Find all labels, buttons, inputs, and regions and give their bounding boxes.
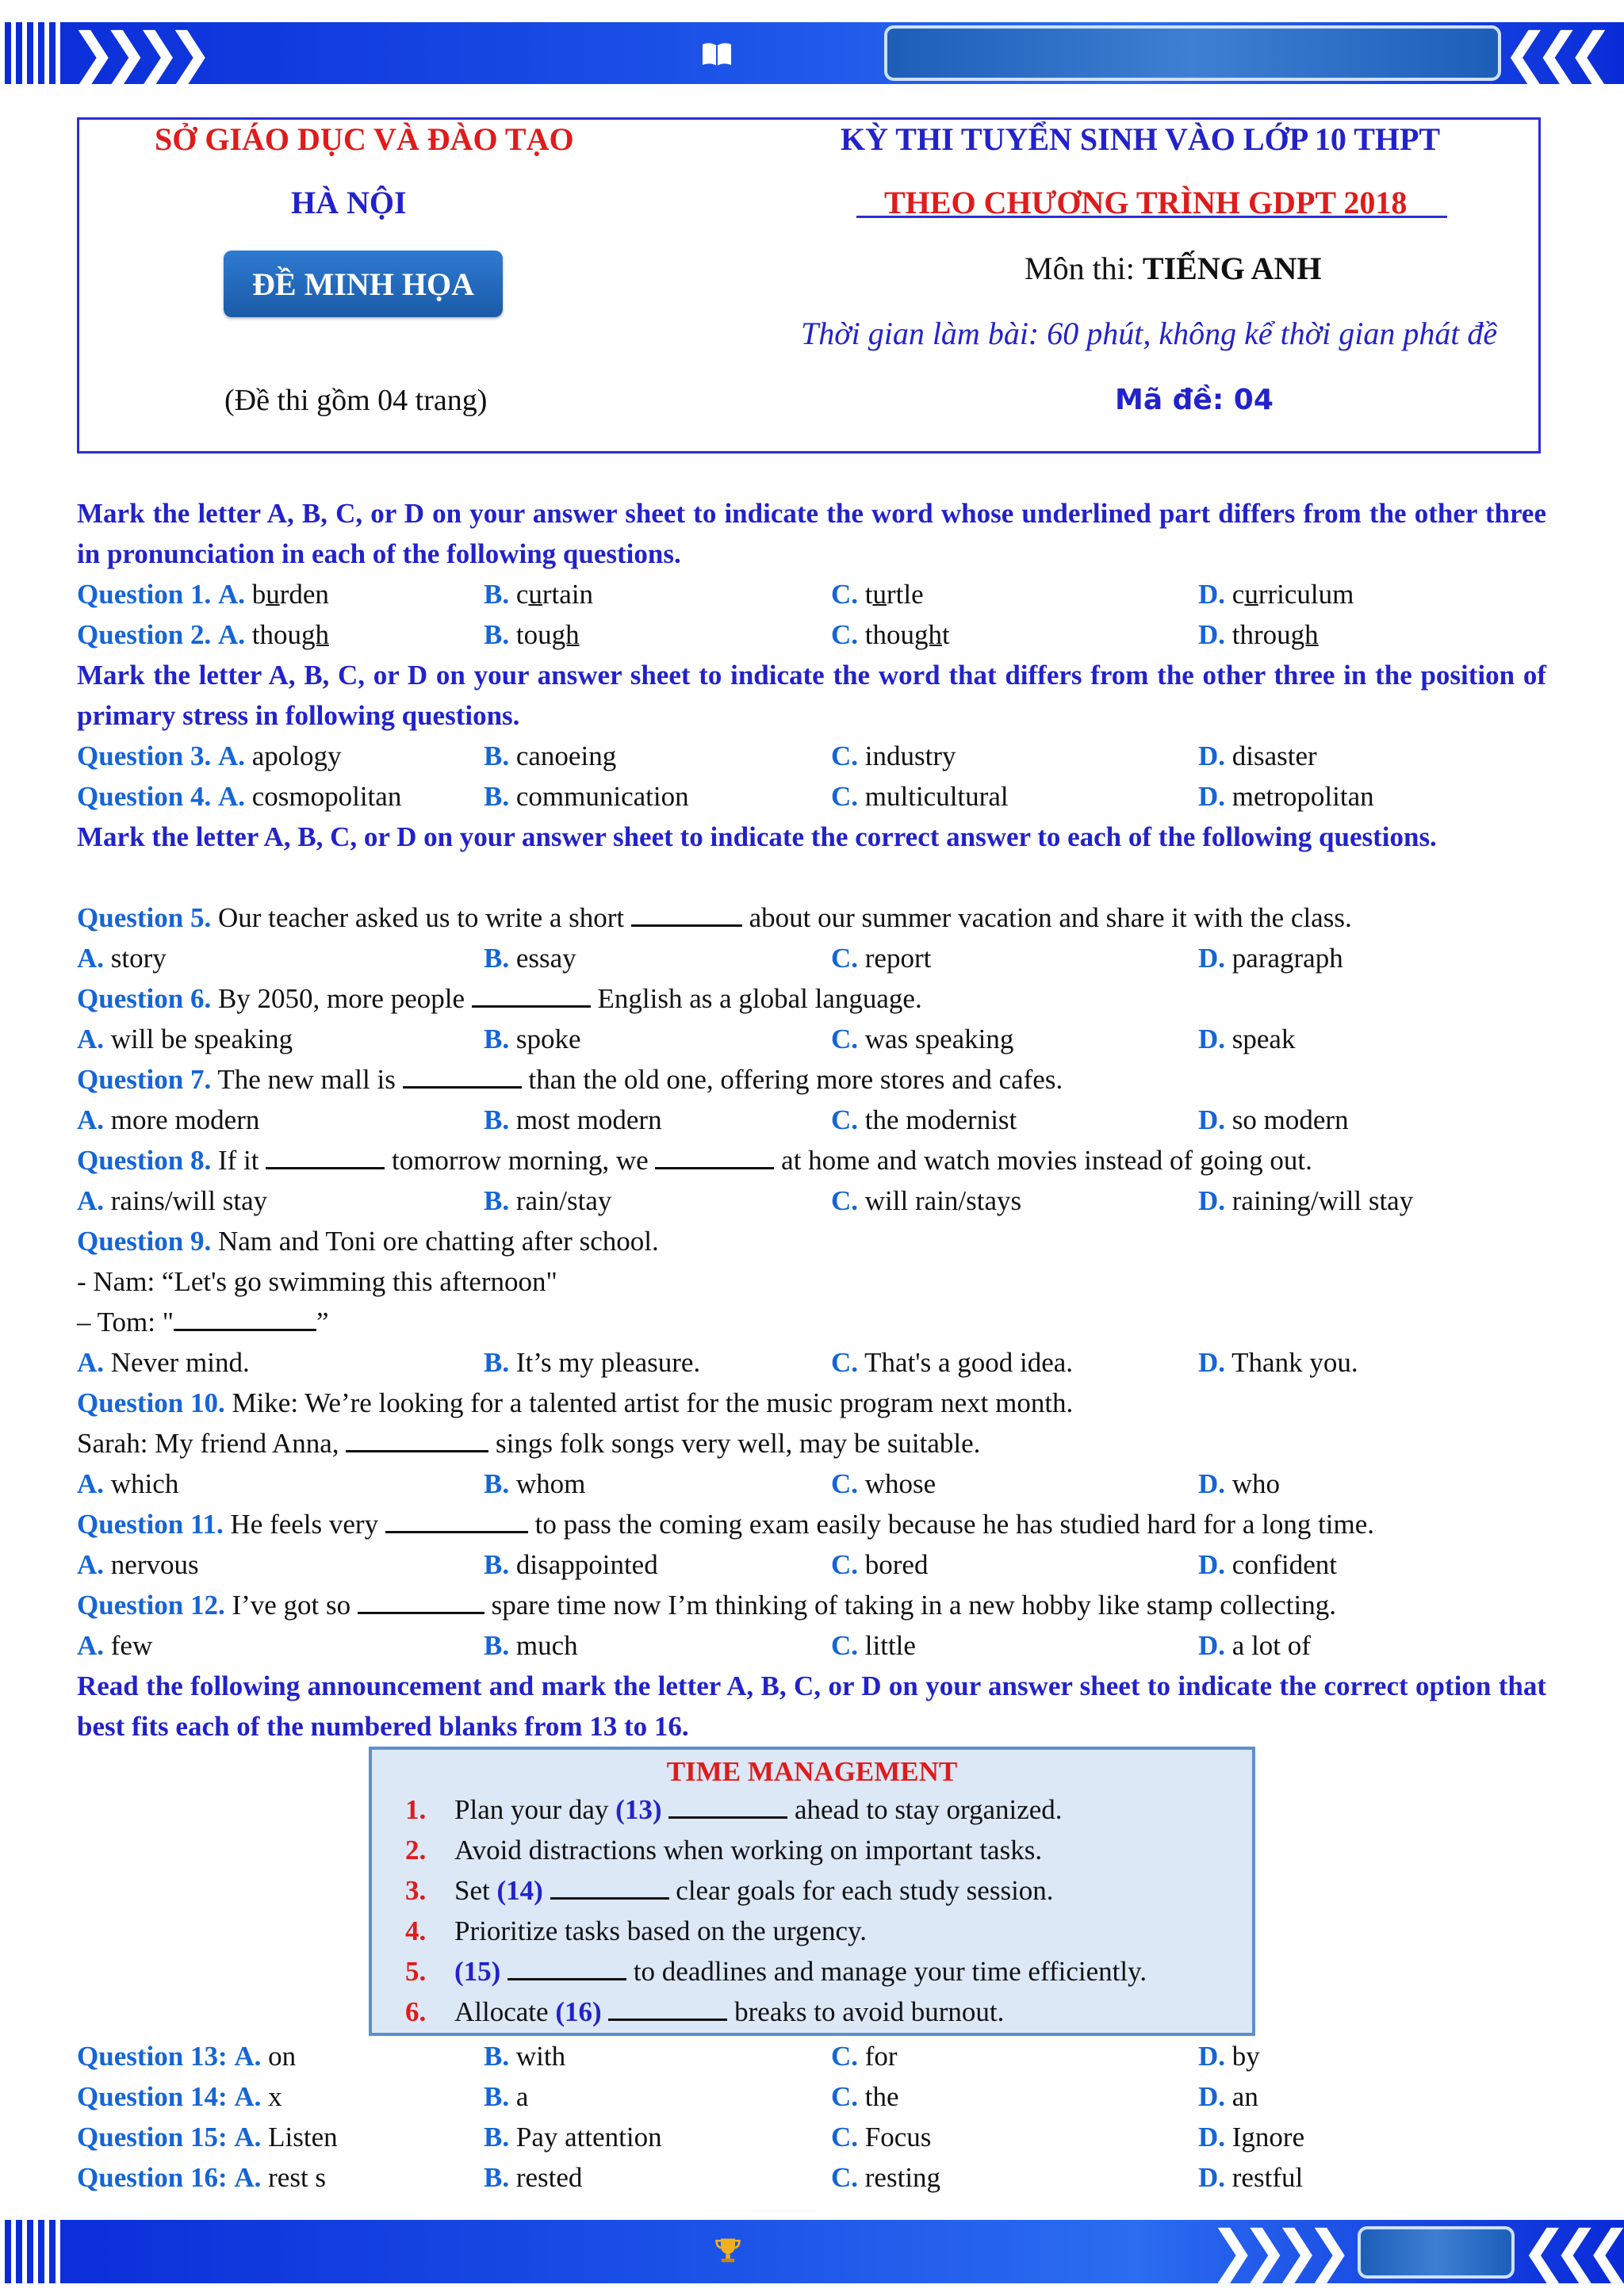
q9-b-letter: B. [484, 1347, 510, 1378]
q9-d-letter: D. [1198, 1347, 1226, 1378]
q9-label: Question 9. [77, 1226, 212, 1257]
q14-option-d: an [1231, 2081, 1258, 2112]
q4-option-c: multicultural [864, 781, 1009, 812]
q10-line2-pre: Sarah: My friend Anna, [77, 1428, 339, 1459]
q12-option-a: few [110, 1630, 153, 1661]
instruction-pronunciation: Mark the letter A, B, C, or D on your answer sheet to indicate the word whose underlined part differs from the other three in pronunciation in each of the following questions. [77, 498, 1546, 569]
q5-blank [631, 902, 742, 927]
q8-option-a: rains/will stay [110, 1185, 268, 1216]
q4-option-d: metropolitan [1231, 781, 1374, 812]
q8-b-letter: B. [484, 1185, 510, 1216]
question-16 [77, 2157, 1552, 2198]
q7-stem-2: than the old one, offering more stores and cafes. [528, 1064, 1063, 1095]
q14-c-letter: C. [831, 2081, 859, 2112]
question-12-stem [77, 1585, 1552, 1625]
q2-b-letter: B. [484, 619, 510, 650]
q5-stem-2: about our summer vacation and share it with the class. [749, 902, 1352, 933]
q1-option-b: curtain [515, 579, 594, 610]
q6-stem-1: By 2050, more people [217, 983, 465, 1014]
q15-option-b: Pay attention [515, 2122, 662, 2152]
q7-option-d: so modern [1231, 1104, 1349, 1135]
q10-blank [346, 1428, 488, 1452]
q15-c-letter: C. [831, 2122, 859, 2152]
q10-option-d: who [1231, 1468, 1281, 1499]
q3-b-letter: B. [484, 740, 510, 771]
announcement-box [369, 1747, 1255, 2036]
q7-label: Question 7. [77, 1064, 212, 1095]
q7-option-b: most modern [515, 1104, 662, 1135]
q10-label: Question 10. [77, 1387, 225, 1418]
q11-option-c: bored [864, 1549, 929, 1580]
q15-option-a: Listen [268, 2122, 338, 2152]
question-5-options [77, 938, 1552, 978]
q6-label: Question 6. [77, 983, 212, 1014]
q4-d-letter: D. [1198, 781, 1226, 812]
question-11-stem [77, 1504, 1552, 1544]
q13-option-b: with [515, 2041, 566, 2072]
q4-option-b: communication [515, 781, 689, 812]
q1-a-letter: A. [217, 579, 245, 610]
q1-option-c: turtle [864, 579, 924, 610]
bottom-pill [1358, 2226, 1515, 2279]
exam-duration: Thời gian làm bài: 60 phút, không kể thời gian phát đề [801, 316, 1498, 351]
announcement-item-2: 2. Avoid distractions when working on important tasks. [405, 1835, 1043, 1866]
subject-line [1025, 250, 1322, 287]
q8-stem-2: tomorrow morning, we [391, 1145, 649, 1176]
question-6-stem [77, 978, 1552, 1019]
q1-c-letter: C. [831, 579, 859, 610]
q8-option-b: rain/stay [515, 1185, 612, 1216]
q11-d-letter: D. [1198, 1549, 1226, 1580]
q16-option-b: rested [515, 2162, 583, 2193]
chevrons-right-icon: ❯❯❯❯ [70, 21, 199, 86]
q10-a-letter: A. [77, 1468, 105, 1499]
q6-d-letter: D. [1198, 1024, 1226, 1054]
q7-blank [403, 1064, 522, 1089]
question-1 [77, 574, 1552, 614]
question-8-stem [77, 1140, 1552, 1181]
q5-stem-1: Our teacher asked us to write a short [217, 902, 625, 933]
question-9-tom-line [77, 1302, 1552, 1342]
q4-option-a: cosmopolitan [251, 781, 402, 812]
top-pill [884, 25, 1501, 81]
q10-stem: Mike: We’re looking for a talented artist for the music program next month. [232, 1387, 1074, 1418]
q13-c-letter: C. [831, 2041, 859, 2072]
subject-name: TIẾNG ANH [1142, 251, 1322, 286]
q5-c-letter: C. [831, 943, 859, 974]
q8-blank-2 [655, 1145, 774, 1169]
q2-c-letter: C. [831, 619, 859, 650]
announcement-item-6: 6. Allocate (16) breaks to avoid burnout. [405, 1996, 1005, 2027]
q10-line2-post: sings folk songs very well, may be suitable. [495, 1428, 981, 1459]
q15-b-letter: B. [484, 2122, 510, 2152]
q12-option-b: much [515, 1630, 578, 1661]
q12-c-letter: C. [831, 1630, 859, 1661]
q16-c-letter: C. [831, 2162, 859, 2193]
q5-a-letter: A. [77, 943, 105, 974]
q9-c-letter: C. [831, 1347, 859, 1378]
q8-stem-1: If it [217, 1145, 259, 1176]
q16-option-a: rest s [268, 2162, 327, 2193]
q9-option-c: That's a good idea. [864, 1347, 1074, 1378]
q12-option-d: a lot of [1231, 1630, 1311, 1661]
q5-option-b: essay [515, 943, 576, 974]
q9-option-b: It’s my pleasure. [515, 1347, 701, 1378]
header-city: HÀ NỘI [291, 185, 407, 220]
q5-d-letter: D. [1198, 943, 1226, 974]
q15-d-letter: D. [1198, 2122, 1226, 2152]
exam-code: Mã đề: 04 [1115, 384, 1274, 416]
q7-d-letter: D. [1198, 1104, 1226, 1135]
bottom-chevrons-right-icon: ❯❯❯❯ [1209, 2218, 1339, 2283]
q13-b-letter: B. [484, 2041, 510, 2072]
q11-stem-1: He feels very [230, 1509, 379, 1540]
q14-a-letter: A. [234, 2081, 262, 2112]
q11-option-d: confident [1231, 1549, 1337, 1580]
q16-option-c: resting [864, 2162, 941, 2193]
q1-option-d: curriculum [1231, 579, 1354, 610]
q6-option-d: speak [1231, 1024, 1296, 1054]
q3-d-letter: D. [1198, 740, 1226, 771]
q11-a-letter: A. [77, 1549, 105, 1580]
exam-title: KỲ THI TUYỂN SINH VÀO LỚP 10 THPT [841, 121, 1441, 157]
q2-option-c: thought [864, 619, 950, 650]
q12-stem-2: spare time now I’m thinking of taking in a new hobby like stamp collecting. [491, 1590, 1336, 1621]
book-icon [701, 40, 733, 68]
q2-option-d: through [1231, 619, 1319, 650]
question-10-line2 [77, 1423, 1552, 1464]
q9-stem: Nam and Toni ore chatting after school. [217, 1226, 659, 1257]
q6-option-c: was speaking [864, 1024, 1014, 1054]
program-underline [856, 216, 1447, 218]
q8-c-letter: C. [831, 1185, 859, 1216]
q14-d-letter: D. [1198, 2081, 1226, 2112]
q7-stem-1: The new mall is [217, 1064, 396, 1095]
q11-b-letter: B. [484, 1549, 510, 1580]
q13-a-letter: A. [234, 2041, 262, 2072]
q5-option-d: paragraph [1231, 943, 1343, 974]
q10-b-letter: B. [484, 1468, 510, 1499]
q11-blank [385, 1509, 528, 1533]
q5-label: Question 5. [77, 902, 212, 933]
question-13 [77, 2036, 1552, 2076]
q16-label: Question 16: [77, 2162, 228, 2193]
q10-option-a: which [110, 1468, 179, 1499]
q7-option-c: the modernist [864, 1104, 1017, 1135]
q3-label: Question 3. [77, 740, 212, 771]
q14-option-a: x [268, 2081, 282, 2112]
q6-option-a: will be speaking [110, 1024, 293, 1054]
question-9-options [77, 1342, 1552, 1383]
q3-c-letter: C. [831, 740, 859, 771]
q7-b-letter: B. [484, 1104, 510, 1135]
q9-option-d: Thank you. [1231, 1347, 1358, 1378]
q10-option-b: whom [515, 1468, 586, 1499]
bottom-banner [0, 2220, 1624, 2283]
q3-option-a: apology [251, 740, 342, 771]
q4-label: Question 4. [77, 781, 212, 812]
q12-blank [358, 1590, 485, 1614]
q12-label: Question 12. [77, 1590, 225, 1621]
q14-label: Question 14: [77, 2081, 228, 2112]
q11-option-a: nervous [110, 1549, 199, 1580]
q14-option-c: the [864, 2081, 899, 2112]
q2-label: Question 2. [77, 619, 212, 650]
q16-option-d: restful [1231, 2162, 1304, 2193]
q12-d-letter: D. [1198, 1630, 1226, 1661]
q4-c-letter: C. [831, 781, 859, 812]
q9-tom-pre: – Tom: " [77, 1307, 174, 1337]
instruction-announcement: Read the following announcement and mark the letter A, B, C, or D on your answer sheet to indicate the correct option that best fits each of the numbered blanks from 13 to 16. [77, 1670, 1546, 1742]
q6-a-letter: A. [77, 1024, 105, 1054]
q8-stem-3: at home and watch movies instead of going out. [781, 1145, 1312, 1176]
q1-b-letter: B. [484, 579, 510, 610]
q9-option-a: Never mind. [110, 1347, 250, 1378]
q7-c-letter: C. [831, 1104, 859, 1135]
q6-b-letter: B. [484, 1024, 510, 1054]
q5-option-a: story [110, 943, 167, 974]
question-5-stem [77, 897, 1552, 938]
q2-d-letter: D. [1198, 619, 1226, 650]
announcement-item-5: 5. (15) to deadlines and manage your time efficiently. [405, 1956, 1147, 1987]
instruction-correct-answer: Mark the letter A, B, C, or D on your answer sheet to indicate the correct answer to each of the following questions. [77, 821, 1437, 852]
announcement-item-4: 4. Prioritize tasks based on the urgency. [405, 1915, 868, 1946]
q3-a-letter: A. [217, 740, 245, 771]
q8-a-letter: A. [77, 1185, 105, 1216]
question-4 [77, 776, 1552, 817]
q6-blank [472, 983, 591, 1008]
q12-option-c: little [864, 1630, 916, 1661]
q14-b-letter: B. [484, 2081, 510, 2112]
q2-a-letter: A. [217, 619, 245, 650]
q9-blank [174, 1307, 316, 1331]
q10-c-letter: C. [831, 1468, 859, 1499]
question-15 [77, 2117, 1552, 2157]
q14-option-b: a [515, 2081, 529, 2112]
exam-program: THEO CHƯƠNG TRÌNH GDPT 2018 [884, 185, 1408, 220]
q2-option-a: though [251, 619, 329, 650]
question-10-stem [77, 1383, 1552, 1423]
page-count-note: (Đề thi gồm 04 trang) [224, 384, 488, 417]
q4-a-letter: A. [217, 781, 245, 812]
question-11-options [77, 1544, 1552, 1585]
announcement-title: TIME MANAGEMENT [666, 1756, 958, 1787]
sample-exam-badge: ĐỀ MINH HỌA [224, 251, 503, 317]
question-7-options [77, 1100, 1552, 1140]
q13-d-letter: D. [1198, 2041, 1226, 2072]
q2-option-b: tough [515, 619, 580, 650]
q7-option-a: more modern [110, 1104, 260, 1135]
q11-label: Question 11. [77, 1509, 224, 1540]
q3-option-d: disaster [1231, 740, 1317, 771]
q4-b-letter: B. [484, 781, 510, 812]
chevrons-left-icon: ❮❮❮ [1503, 21, 1599, 86]
announcement-item-3: 3. Set (14) clear goals for each study session. [405, 1875, 1054, 1906]
q12-b-letter: B. [484, 1630, 510, 1661]
q8-option-d: raining/will stay [1231, 1185, 1414, 1216]
q3-option-b: canoeing [515, 740, 617, 771]
question-9-stem [77, 1221, 1552, 1261]
banner-stripes [0, 22, 63, 84]
q6-stem-2: English as a global language. [597, 983, 922, 1014]
q13-label: Question 13: [77, 2041, 228, 2072]
question-14 [77, 2076, 1552, 2117]
q7-a-letter: A. [77, 1104, 105, 1135]
q9-a-letter: A. [77, 1347, 105, 1378]
header-department: SỞ GIÁO DỤC VÀ ĐÀO TẠO [155, 121, 574, 157]
question-3 [77, 736, 1552, 776]
q15-option-c: Focus [864, 2122, 932, 2152]
instruction-stress: Mark the letter A, B, C, or D on your answer sheet to indicate the word that differs from the other three in the position of primary stress in following questions. [77, 660, 1546, 731]
q6-option-b: spoke [515, 1024, 581, 1054]
top-banner [0, 22, 1624, 84]
q6-c-letter: C. [831, 1024, 859, 1054]
q13-option-d: by [1231, 2041, 1260, 2072]
q9-tom-post: ” [316, 1307, 329, 1337]
q3-option-c: industry [864, 740, 956, 771]
q16-a-letter: A. [234, 2162, 262, 2193]
q12-stem-1: I’ve got so [232, 1590, 351, 1621]
question-12-options [77, 1625, 1552, 1666]
subject-label: Môn thi: [1025, 251, 1135, 286]
q8-d-letter: D. [1198, 1185, 1226, 1216]
q16-b-letter: B. [484, 2162, 510, 2193]
bottom-banner-stripes [0, 2220, 63, 2283]
q12-a-letter: A. [77, 1630, 105, 1661]
question-6-options [77, 1019, 1552, 1059]
bottom-chevrons-left-icon: ❮❮❮ [1521, 2218, 1618, 2283]
q1-option-a: burden [251, 579, 329, 610]
q8-label: Question 8. [77, 1145, 212, 1176]
question-8-options [77, 1181, 1552, 1221]
q5-option-c: report [864, 943, 932, 974]
question-10-options [77, 1464, 1552, 1504]
q15-a-letter: A. [234, 2122, 262, 2152]
q15-option-d: Ignore [1231, 2122, 1305, 2152]
q15-label: Question 15: [77, 2122, 228, 2152]
announcement-item-1: 1. Plan your day (13) ahead to stay organized. [405, 1794, 1063, 1825]
q13-option-a: on [268, 2041, 297, 2072]
q11-stem-2: to pass the coming exam easily because he has studied hard for a long time. [534, 1509, 1375, 1540]
trophy-icon [712, 2236, 744, 2264]
q10-d-letter: D. [1198, 1468, 1226, 1499]
question-7-stem [77, 1059, 1552, 1100]
q13-option-c: for [864, 2041, 898, 2072]
q16-d-letter: D. [1198, 2162, 1226, 2193]
q1-d-letter: D. [1198, 579, 1226, 610]
q11-c-letter: C. [831, 1549, 859, 1580]
q8-blank-1 [266, 1145, 385, 1169]
q5-b-letter: B. [484, 943, 510, 974]
question-9-nam-line: - Nam: “Let's go swimming this afternoon" [77, 1266, 557, 1297]
q11-option-b: disappointed [515, 1549, 658, 1580]
q8-option-c: will rain/stays [864, 1185, 1022, 1216]
question-2 [77, 614, 1552, 655]
q1-label: Question 1. [77, 579, 212, 610]
q10-option-c: whose [864, 1468, 936, 1499]
